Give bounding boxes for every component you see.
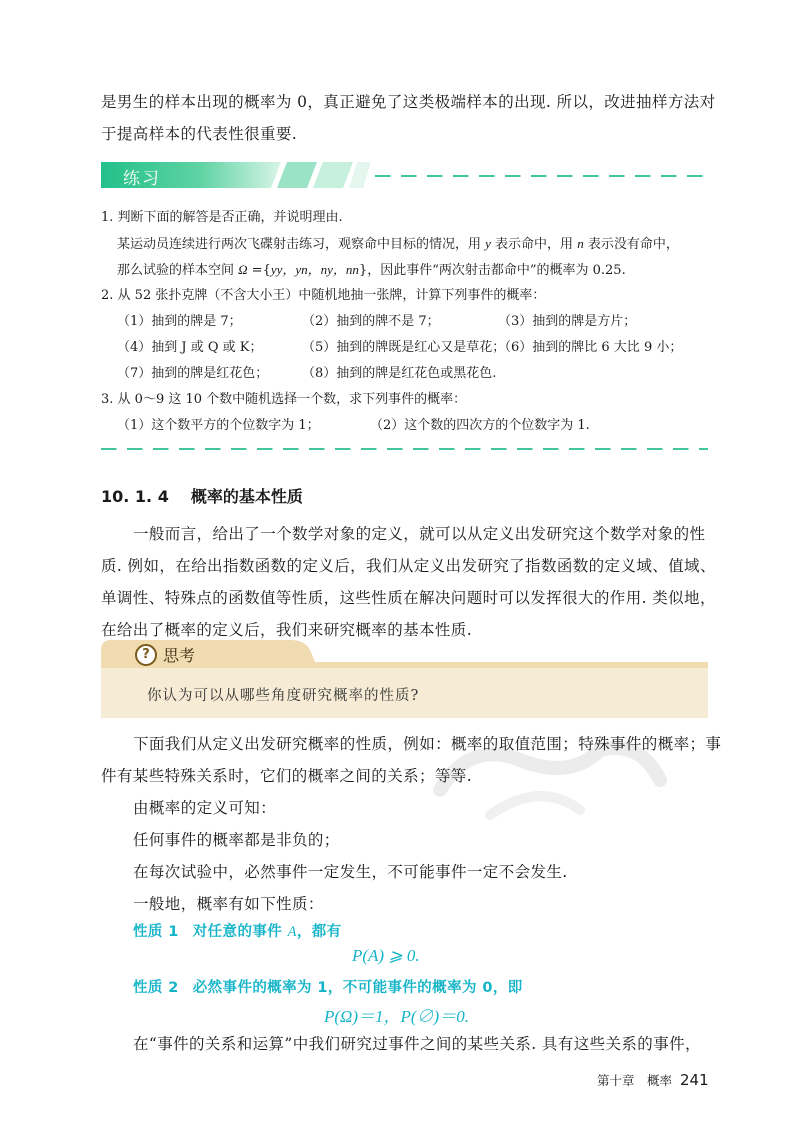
exercise-q1-stem: 1. 判断下面的解答是否正确，并说明理由. — [101, 210, 343, 225]
exercise-q2-item: （1）抽到的牌是 7； — [117, 314, 242, 329]
q1-text-a: 某运动员连续进行两次飞碟射击练习，观察命中目标的情况，用 — [117, 237, 486, 252]
exercise-q2-stem: 2. 从 52 张扑克牌（不含大小王）中随机地抽一张牌，计算下列事件的概率： — [101, 288, 546, 303]
body-para-1: 下面我们从定义出发研究概率的性质，例如：概率的取值范围；特殊事件的概率；事 — [133, 735, 722, 753]
exercise-q3-item: （1）这个数平方的个位数字为 1； — [117, 418, 320, 433]
body-para-5: 一般地，概率有如下性质： — [133, 895, 324, 913]
intro-line-1: 是男生的样本出现的概率为 0，真正避免了这类极端样本的出现. 所以，改进抽样方法对 — [101, 93, 716, 111]
exercise-q1-line2 — [117, 231, 679, 258]
property-1-label: 性质 1 — [133, 924, 179, 940]
exercise-top-divider — [375, 175, 708, 177]
exercise-q2-item: （5）抽到的牌既是红心又是草花； — [302, 340, 506, 355]
exercise-q3-item: （2）这个数的四次方的个位数字为 1. — [370, 418, 590, 433]
section-title: 概率的基本性质 — [190, 487, 303, 506]
exercise-q2-item: （4）抽到 J 或 Q 或 K； — [117, 340, 263, 355]
exercise-q1-line3 — [117, 257, 626, 284]
think-title: 思考 — [163, 646, 196, 665]
exercise-title: 练习 — [123, 169, 161, 189]
section-para-line: 在给出了概率的定义后，我们来研究概率的基本性质. — [101, 621, 473, 639]
section-heading — [101, 484, 303, 507]
property-1-formula: P(A) ⩾ 0. — [352, 946, 420, 965]
think-question: 你认为可以从哪些角度研究概率的性质? — [147, 688, 420, 704]
exercise-q2-item: （2）抽到的牌不是 7； — [302, 314, 440, 329]
intro-line-2: 于提高样本的代表性很重要. — [101, 125, 298, 143]
q1-sample-space: yy，yn，ny，nn — [270, 262, 359, 277]
exercise-q2-item: （8）抽到的牌是红花色或黑花色. — [302, 366, 497, 381]
q1-text-d: 那么试验的样本空间 — [117, 263, 239, 278]
exercise-q3-stem: 3. 从 0～9 这 10 个数中随机选择一个数，求下列事件的概率： — [101, 392, 467, 407]
property-2-formula: P(Ω)＝1，P(∅)＝0. — [324, 1007, 469, 1026]
section-para-line: 单调性、特殊点的函数值等性质，这些性质在解决问题时可以发挥很大的作用. 类似地， — [101, 589, 716, 607]
exercise-bottom-divider — [101, 448, 708, 450]
property-1-var: A — [287, 924, 297, 940]
q1-text-b: 表示命中，用 — [490, 237, 578, 252]
property-2 — [133, 972, 523, 1004]
body-para-4: 在每次试验中，必然事件一定发生，不可能事件一定不会发生. — [133, 863, 568, 881]
q1-omega: Ω — [238, 262, 248, 277]
think-box — [101, 640, 708, 718]
question-mark-icon: ? — [135, 644, 157, 666]
property-1 — [133, 916, 342, 948]
body-para-1b: 件有某些特殊关系时，它们的概率之间的关系；等等. — [101, 767, 473, 785]
body-para-3: 任何事件的概率都是非负的； — [133, 831, 340, 849]
exercise-header-bar — [101, 162, 371, 188]
q1-text-e: ={ — [247, 263, 271, 278]
q1-text-f: }，因此事件“两次射击都命中”的概率为 0.25. — [358, 263, 626, 278]
page-number: 241 — [680, 1071, 709, 1089]
property-1-text: 对任意的事件 — [192, 924, 288, 940]
property-2-text: 必然事件的概率为 1，不可能事件的概率为 0，即 — [192, 980, 523, 996]
q1-text-c: 表示没有命中， — [583, 237, 679, 252]
q1-var-n: n — [577, 236, 584, 251]
property-2-label: 性质 2 — [133, 980, 179, 996]
property-1-tail: ，都有 — [296, 924, 342, 940]
exercise-q2-item: （6）抽到的牌比 6 大比 9 小； — [498, 340, 683, 355]
footer-chapter: 第十章 概率 — [597, 1073, 673, 1088]
exercise-q2-item: （7）抽到的牌是红花色； — [117, 366, 269, 381]
section-para-line: 质. 例如，在给出指数函数的定义后，我们从定义出发研究了指数函数的定义域、值域、 — [101, 557, 716, 575]
body-para-6: 在“事件的关系和运算”中我们研究过事件之间的某些关系. 具有这些关系的事件， — [133, 1035, 701, 1053]
section-number: 10. 1. 4 — [101, 487, 169, 506]
page-footer — [597, 1071, 709, 1089]
exercise-q2-item: （3）抽到的牌是方片； — [498, 314, 637, 329]
section-para-line: 一般而言，给出了一个数学对象的定义，就可以从定义出发研究这个数学对象的性 — [133, 525, 706, 543]
q1-var-y: y — [485, 236, 491, 251]
body-para-2: 由概率的定义可知： — [133, 799, 277, 817]
